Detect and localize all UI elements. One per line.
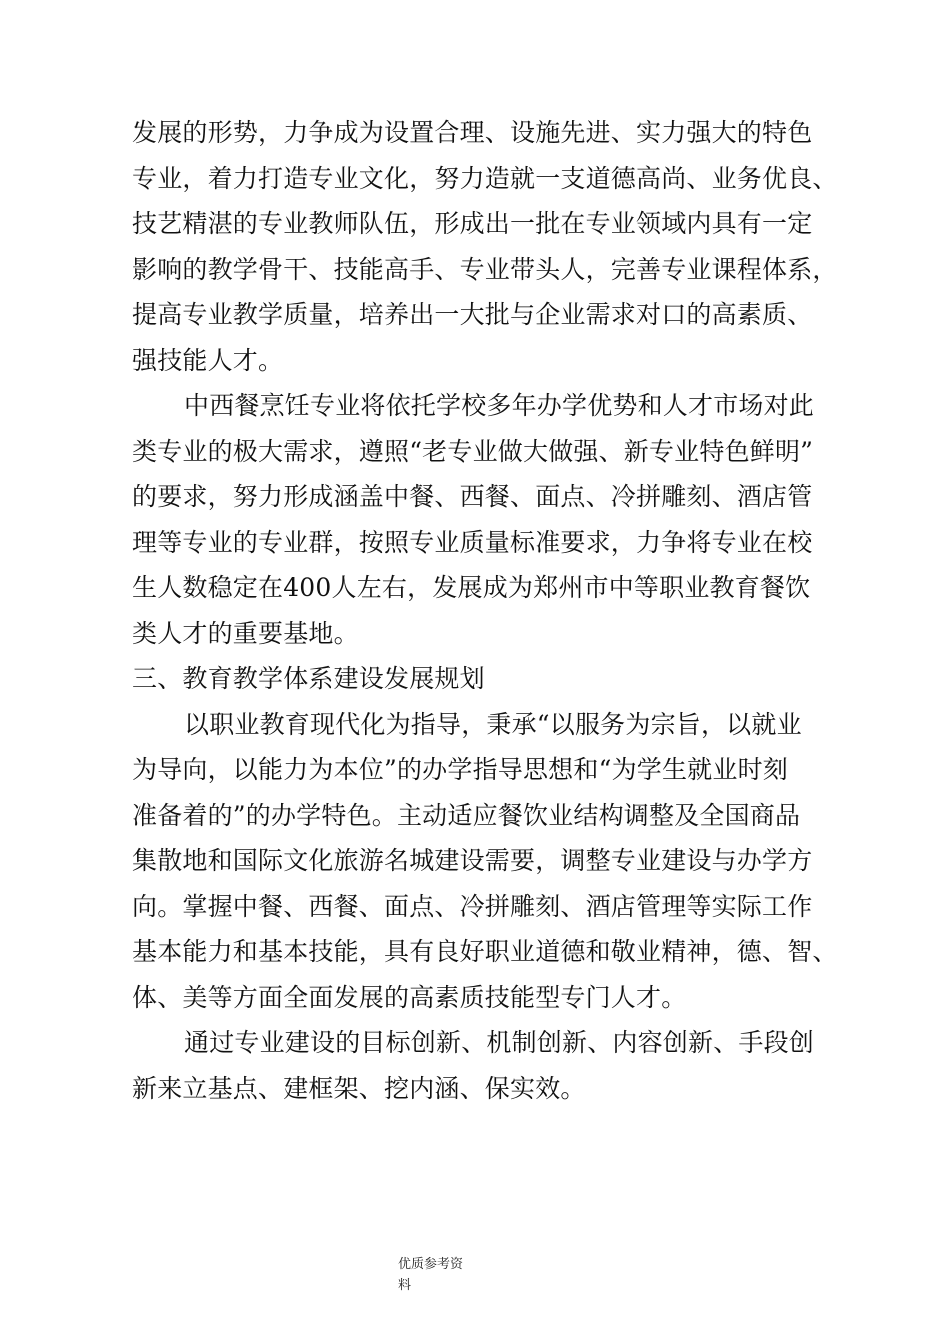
text-line: 技艺精湛的专业教师队伍，形成出一批在专业领域内具有一定 [132,209,813,238]
text-line: 发展的形势，力争成为设置合理、设施先进、实力强大的特色 [132,118,813,147]
text-line: 的要求，努力形成涵盖中餐、西餐、面点、冷拼雕刻、酒店管 [132,482,813,511]
text-line: 以职业教育现代化为指导，秉承“以服务为宗旨，以就业 [184,709,802,739]
paragraph [132,110,852,383]
text-line: 生人数稳定在400人左右，发展成为郑州市中等职业教育餐饮 [132,573,811,602]
text-line: 类专业的极大需求，遵照“老专业做大做强、新专业特色鲜明” [132,436,814,466]
page-footer [398,1254,498,1296]
text-line: 准备着的”的办学特色。主动适应餐饮业结构调整及全国商品 [132,800,801,830]
footer-line-1: 优质参考资 [398,1257,464,1272]
paragraph [132,383,852,656]
text-line: 中西餐烹饪专业将依托学校多年办学优势和人才市场对此 [184,391,815,420]
footer-line-2: 料 [398,1278,412,1293]
text-line: 影响的教学骨干、技能高手、专业带头人，完善专业课程体系， [132,254,838,284]
text-line: 强技能人才。 [132,345,284,375]
text-line: 三、教育教学体系建设发展规划 [132,664,485,693]
text-line: 集散地和国际文化旅游名城建设需要，调整专业建设与办学方 [132,846,813,875]
text-line: 类人才的重要基地。 [132,618,359,648]
text-line: 基本能力和基本技能，具有良好职业道德和敬业精神，德、智、 [132,937,838,966]
paragraph [132,702,852,1021]
paragraph [132,1020,852,1111]
text-line: 专业，着力打造专业文化，努力造就一支道德高尚、业务优良、 [132,163,838,193]
text-line: 体、美等方面全面发展的高素质技能型专门人才。 [132,982,687,1012]
text-line: 为导向，以能力为本位”的办学指导思想和“为学生就业时刻 [132,755,788,784]
body-text [132,110,852,1111]
text-line: 向。掌握中餐、西餐、面点、冷拼雕刻、酒店管理等实际工作 [132,891,813,921]
section-heading [132,656,852,702]
text-line: 理等专业的专业群，按照专业质量标准要求，力争将专业在校 [132,527,813,557]
text-line: 提高专业教学质量，培养出一大批与企业需求对口的高素质、 [132,300,813,329]
text-line: 通过专业建设的目标创新、机制创新、内容创新、手段创 [184,1028,815,1057]
text-line: 新来立基点、建框架、挖内涵、保实效。 [132,1073,586,1103]
